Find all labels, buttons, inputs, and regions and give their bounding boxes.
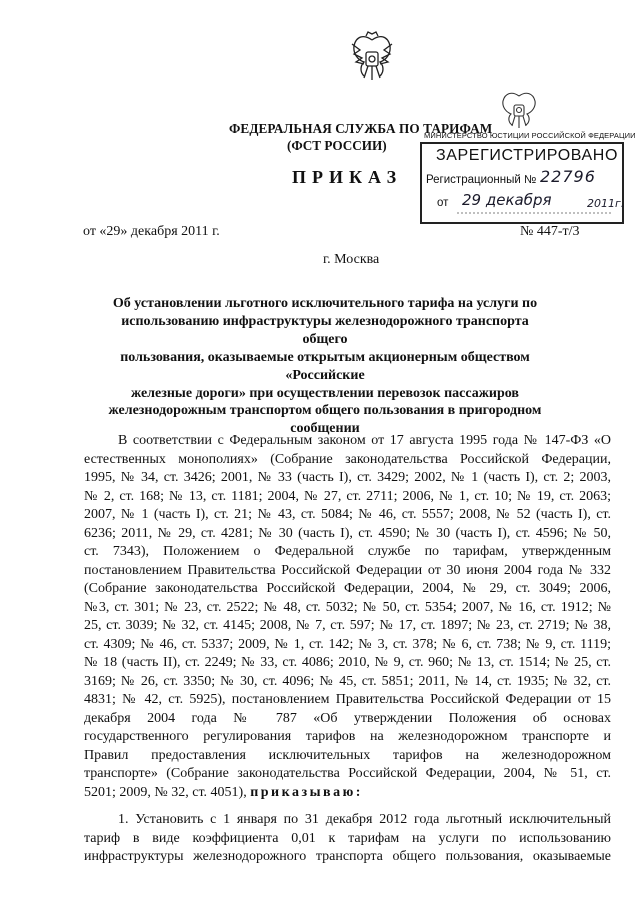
body-line: (Собрание законодательства Российской Федерации, 2004, № 29, ст. 3049; 2006,	[84, 581, 611, 596]
title-line: использованию инфраструктуры железнодорожного транспорта общего	[121, 313, 529, 347]
order-word: приказываю:	[250, 784, 363, 800]
body-line: постановлением Правительства Российской Федерации от 30 июня 2004 года № 332	[84, 562, 611, 578]
body-line: ст. 4309; № 46, ст. 5337; 2009, № 1, ст. 142; № 3, ст. 378; № 6, ст. 738; № 9, ст. 1119;	[84, 636, 611, 652]
clause-line: инфраструктуры железнодорожного транспорта общего пользования, оказываемые	[84, 849, 611, 864]
body-line: Правил предоставления исключительных тарифов на железнодорожном	[84, 747, 611, 763]
body-line: № 18 (часть II), ст. 2249; № 33, ст. 4086; 2010, № 9, ст. 960; № 13, ст. 1514; № 25, ст.	[84, 655, 611, 670]
body-line: естественных монополиях» (Собрание законодательства Российской Федерации,	[84, 451, 611, 467]
body-line: №3, ст. 301; № 23, ст. 2522; № 48, ст. 5032; № 50, ст. 5354; 2007, № 16, ст. 1912; №	[84, 599, 611, 615]
coat-of-arms-icon	[350, 30, 394, 86]
preamble-paragraph	[84, 432, 611, 802]
order-number: № 447-т/3	[520, 224, 580, 239]
clause-paragraph	[84, 811, 611, 867]
agency-name: ФЕДЕРАЛЬНАЯ СЛУЖБА ПО ТАРИФАМ	[229, 121, 493, 136]
body-line: 2007, № 1 (часть I), ст. 21; № 43, ст. 5084; № 46, ст. 5557; 2008, № 52 (часть I), ст.	[84, 507, 611, 522]
order-city: г. Москва	[323, 252, 380, 267]
body-line: В соответствии с Федеральным законом от 17 августа 1995 года № 147-ФЗ «О	[118, 433, 611, 448]
body-line: декабря 2004 года № 787 «Об утверждении Положения об основах	[84, 710, 611, 726]
body-line: государственного регулирования тарифов на железнодорожном транспорте и	[84, 729, 611, 744]
body-line: № 2, ст. 168; № 13, ст. 1181; 2004, № 27, ст. 2711; 2006, № 1, ст. 10; № 19, ст. 2063;	[84, 488, 611, 504]
stamp-year: 2011г.	[587, 197, 625, 210]
body-line: 6236; 2011, № 29, ст. 4281; № 30 (часть I), ст. 4590; № 30 (часть I), ст. 4596; № 50,	[84, 525, 611, 541]
title-line: сообщении	[290, 421, 360, 437]
title-line: железные дороги» при осуществлении перевозок пассажиров	[130, 385, 519, 401]
document-title	[105, 295, 545, 438]
document-type: ПРИКАЗ	[292, 167, 403, 187]
stamp-from-date: 29 декабря	[462, 191, 552, 209]
body-line-last	[84, 784, 611, 803]
body-line: 25, ст. 3039; № 32, ст. 4145; 2008, № 7, ст. 597; № 17, ст. 1897; № 23, ст. 2719; № 38,	[84, 618, 611, 633]
stamp-title: ЗАРЕГИСТРИРОВАНО	[436, 147, 618, 164]
agency-abbreviation: (ФСТ РОССИИ)	[287, 138, 387, 153]
title-line: пользования, оказываемые открытым акционерным обществом «Российские	[120, 349, 530, 383]
body-line: 4831; № 42, ст. 5925), постановлением Правительства Российской Федерации от 15	[84, 692, 611, 707]
title-line: Об установлении льготного исключительного тарифа на услуги по	[112, 296, 538, 311]
stamp-date-underline	[455, 210, 615, 216]
body-line: 1995, № 34, ст. 3426; 2001, № 33 (часть I), ст. 3429; 2002, № 1 (часть I), ст. 2; 2003,	[84, 470, 611, 485]
ministry-emblem-icon	[500, 88, 538, 130]
stamp-reg-number: 22796	[540, 167, 596, 186]
clause-line: тариф в виде коэффициента 0,01 к тарифам на услуги по использованию	[84, 830, 611, 846]
body-line: транспорте» (Собрание законодательства Российской Федерации, 2004, № 51, ст.	[84, 766, 611, 781]
body-line-last-text: 5201; 2009, № 32, ст. 4051),	[84, 784, 247, 800]
order-date: от «29» декабря 2011 г.	[83, 224, 220, 239]
stamp-ministry-label: МИНИСТЕРСТВО ЮСТИЦИИ РОССИЙСКОЙ ФЕДЕРАЦИИ	[424, 131, 636, 140]
stamp-reg-label: Регистрационный №	[426, 174, 537, 186]
stamp-from-label: от	[437, 197, 449, 209]
body-line: 3169; № 26, ст. 3350; № 30, ст. 4096; № 45, ст. 5851; 2011, № 14, ст. 1935; № 32, ст.	[84, 673, 611, 689]
clause-line: 1. Установить с 1 января по 31 декабря 2012 года льготный исключительный	[118, 812, 611, 827]
title-line: железнодорожным транспортом общего пользования в пригородном	[108, 403, 542, 419]
body-line: ст. 7343), Положением о Федеральной службе по тарифам, утвержденным	[84, 544, 611, 559]
